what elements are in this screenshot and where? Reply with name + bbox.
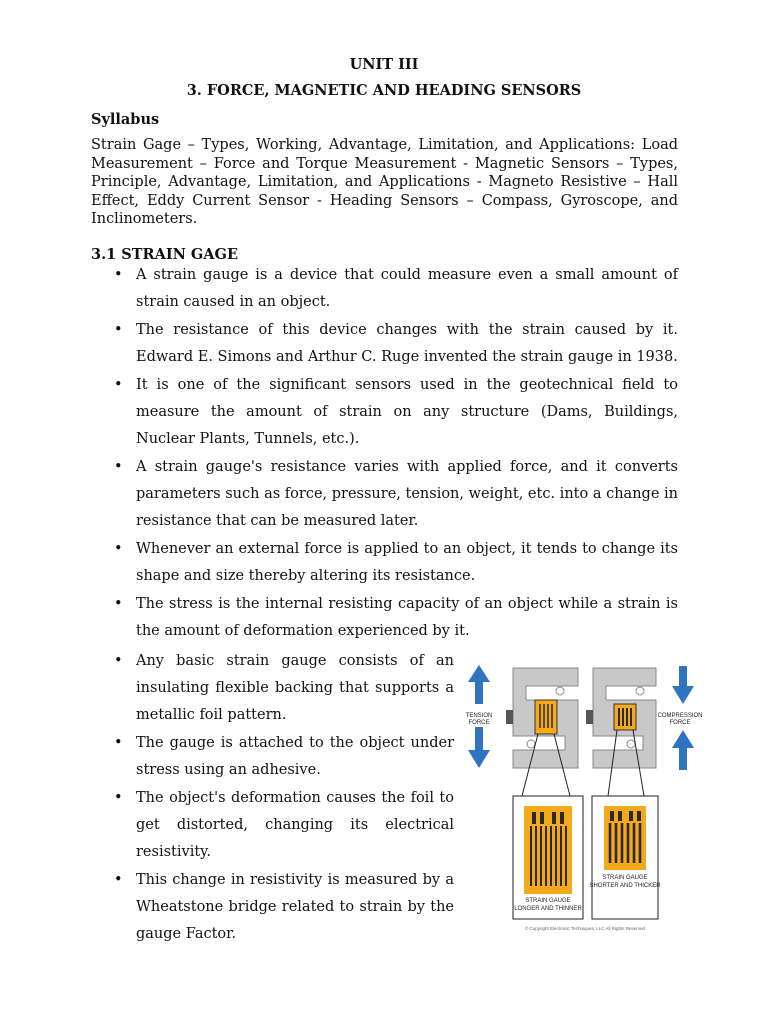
tension-label: TENSION [465,713,493,719]
compression-label-line2: FORCE [669,720,691,726]
compression-label: COMPRESSION [657,713,703,719]
list-item: • The object's deformation causes the foil to get distorted, changing its electrical resistivity. [114,785,454,866]
list-item: • It is one of the significant sensors used in the geotechnical field to measure the amount of strain on any structure (Dams, Buildings, Nuclear Plants, Tunnels, etc.). [114,372,678,453]
strain-gauge-figure [458,660,718,936]
list-item: • The resistance of this device changes with the strain caused by it. Edward E. Simons and Arthur C. Ruge invented the strain gauge in 1938. [114,317,678,371]
chapter-title: 3. FORCE, MAGNETIC AND HEADING SENSORS [186,82,582,99]
compression-up-arrow-icon [672,730,694,770]
syllabus-heading: Syllabus [91,111,160,128]
list-item: • Whenever an external force is applied to an object, it tends to change its shape and size thereby altering its resistance. [114,536,678,590]
list-item: • The stress is the internal resisting capacity of an object while a strain is the amount of deformation experienced by it. [114,591,678,645]
list-item: • The gauge is attached to the object under stress using an adhesive. [114,730,454,784]
long-gauge-label-line2: LONGER AND THINNER [514,906,582,912]
list-item: • A strain gauge's resistance varies with applied force, and it converts parameters such as force, pressure, tension, weight, etc. into a change in resistance that can be measured later. [114,454,678,535]
list-item: • A strain gauge is a device that could measure even a small amount of strain caused in an object. [114,262,678,316]
tension-load-cell [506,668,578,768]
bullet-list [114,262,678,646]
list-item: • This change in resistivity is measured by a Wheatstone bridge related to strain by the gauge Factor. [114,867,454,948]
strain-gauge-illustration [458,660,718,936]
syllabus-text: Strain Gage – Types, Working, Advantage, Limitation, and Applications: Load Measurement – Force and Torque Measurement - Magnetic Sensors – Types, Principle, Advantage, Limitation, and Applications - Magneto Resistive – Hall Effect, Eddy Current Sensor - Heading Sensors – Compass, Gyroscope, and Inclinometers. [91,137,678,227]
tension-up-arrow-icon [468,665,490,704]
short-gauge-detail [589,796,661,919]
section-heading: 3.1 STRAIN GAGE [91,246,238,263]
short-gauge-label-line2: SHORTER AND THICKER [589,883,661,889]
tension-down-arrow-icon [468,727,490,768]
long-gauge-detail [513,796,583,919]
tension-label-line2: FORCE [468,720,490,726]
list-item: • Any basic strain gauge consists of an insulating flexible backing that supports a metallic foil pattern. [114,648,454,729]
short-gauge-label: STRAIN GAUGE [602,875,648,881]
figure-copyright: © Copyright Electronic Techniques, LLC All Rights Reserved [524,926,646,931]
long-gauge-label: STRAIN GAUGE [525,898,571,904]
unit-title: UNIT III [349,56,419,73]
side-bullet-list [114,648,454,949]
compression-load-cell [586,668,656,768]
compression-down-arrow-icon [672,666,694,704]
